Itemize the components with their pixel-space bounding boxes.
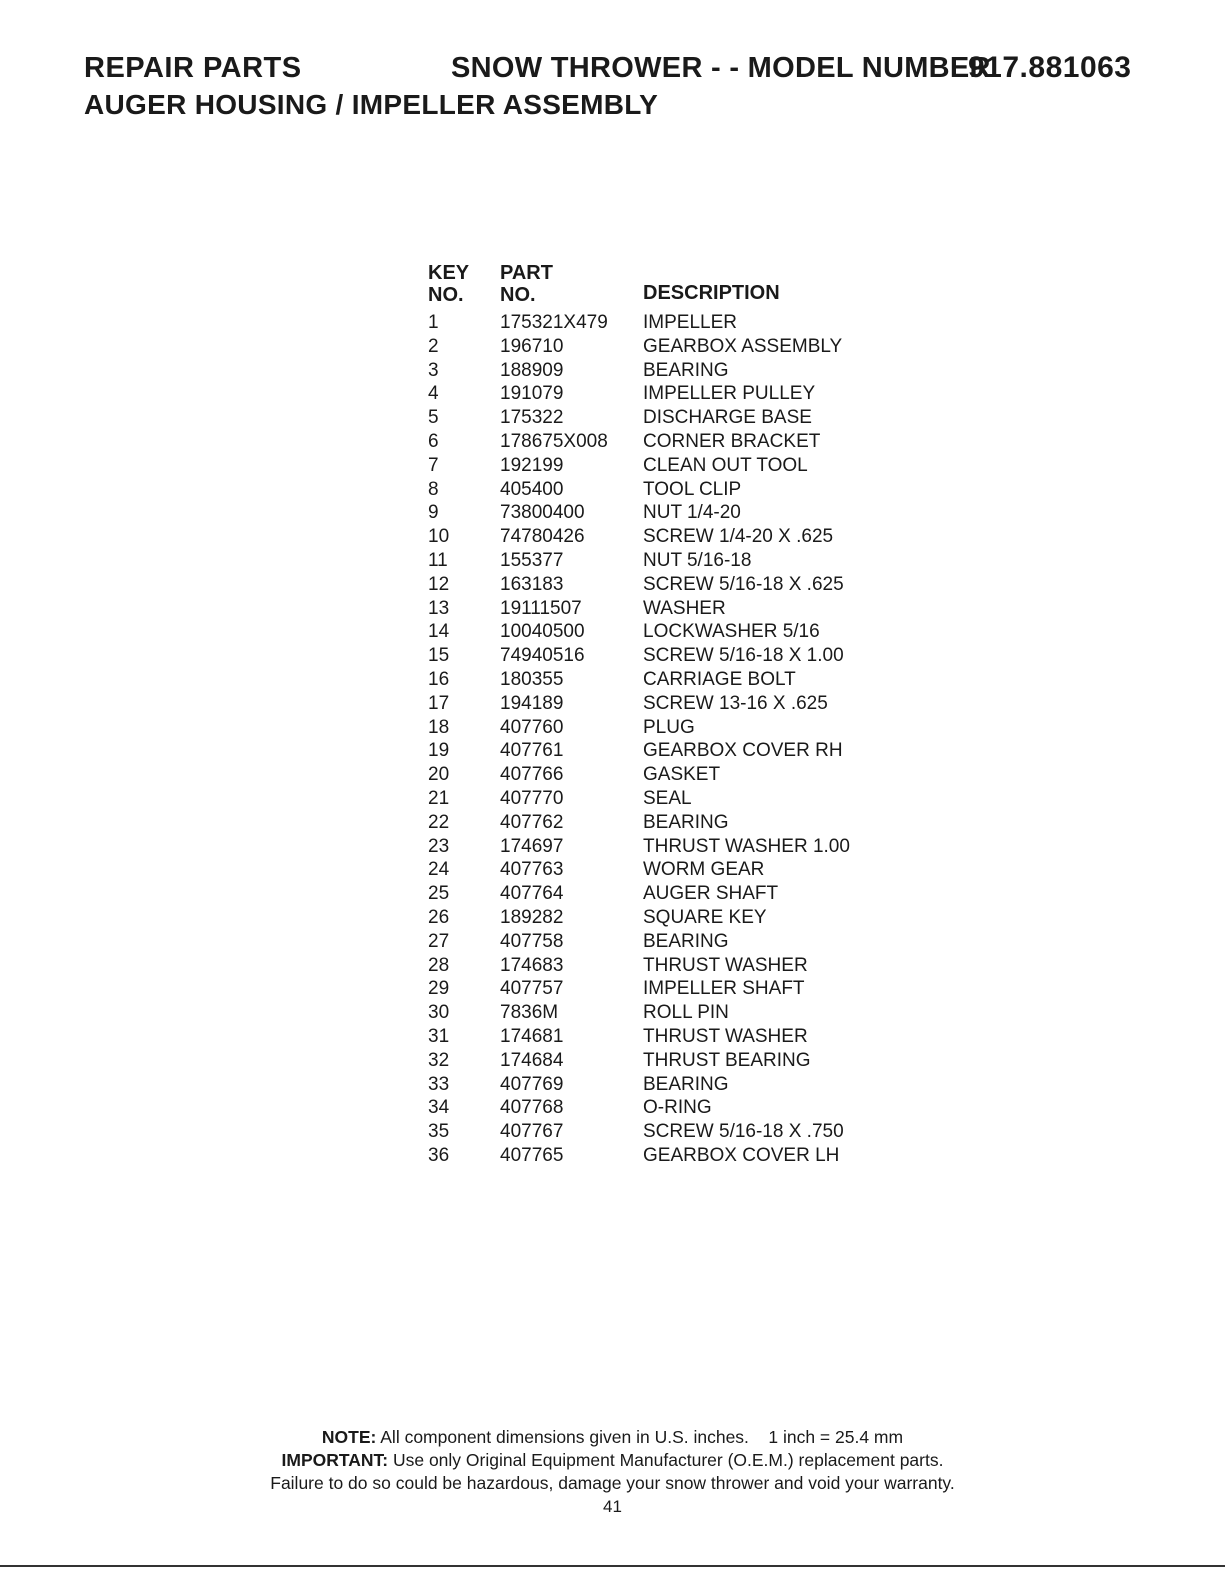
key-cell: 9	[428, 502, 439, 524]
part-number-cell: 74780426	[500, 526, 585, 548]
key-cell: 7	[428, 454, 439, 476]
key-cell: 8	[428, 478, 439, 500]
table-row	[428, 501, 948, 525]
table-row	[428, 478, 948, 502]
part-number-cell: 188909	[500, 359, 564, 381]
part-number-cell: 407761	[500, 740, 564, 762]
key-cell: 29	[428, 978, 450, 1000]
page-number: 41	[603, 1497, 622, 1516]
part-number-cell: 175321X479	[500, 312, 608, 333]
part-header-line2: NO.	[500, 284, 536, 306]
description-cell: SQUARE KEY	[643, 906, 767, 928]
description-cell: SCREW 1/4-20 X .625	[643, 526, 834, 548]
note-text: All component dimensions given in U.S. inches. 1 inch = 25.4 mm	[376, 1427, 904, 1447]
key-cell: 35	[428, 1121, 450, 1143]
part-header-line1: PART	[500, 262, 553, 284]
key-cell: 25	[428, 883, 450, 905]
part-number-cell: 407757	[500, 978, 564, 1000]
table-row	[428, 359, 948, 383]
part-number-cell: 407768	[500, 1097, 564, 1119]
description-cell: SCREW 13-16 X .625	[643, 692, 828, 714]
assembly-title: AUGER HOUSING / IMPELLER ASSEMBLY	[84, 89, 659, 120]
description-cell: SCREW 5/16-18 X .625	[643, 573, 844, 595]
part-number-cell: 405400	[500, 478, 564, 500]
important-label: IMPORTANT:	[281, 1450, 389, 1470]
page-header	[0, 0, 1225, 130]
key-cell: 28	[428, 954, 450, 976]
description-cell: THRUST WASHER 1.00	[643, 835, 850, 857]
part-number-cell: 73800400	[500, 502, 585, 524]
description-cell: LOCKWASHER 5/16	[643, 621, 820, 643]
key-cell: 10	[428, 526, 450, 548]
description-cell: GEARBOX ASSEMBLY	[643, 335, 843, 357]
table-row	[428, 597, 948, 621]
part-number-cell: 174684	[500, 1049, 564, 1071]
key-cell: 33	[428, 1073, 450, 1095]
description-cell: THRUST WASHER	[643, 954, 808, 976]
description-cell: GASKET	[643, 764, 721, 786]
part-number-cell: 407763	[500, 859, 564, 881]
description-cell: CARRIAGE BOLT	[643, 668, 796, 690]
table-row	[428, 930, 948, 954]
key-cell: 21	[428, 787, 450, 809]
parts-rows	[428, 311, 948, 1168]
description-cell: IMPELLER PULLEY	[643, 383, 816, 405]
key-cell: 11	[428, 549, 448, 571]
page-footer	[0, 1426, 1225, 1495]
table-row	[428, 1120, 948, 1144]
key-cell: 13	[428, 597, 450, 619]
part-number-cell: 7836M	[500, 1002, 559, 1024]
part-number-cell: 155377	[500, 549, 564, 571]
key-cell: 18	[428, 716, 450, 738]
part-number-cell: 407760	[500, 716, 564, 738]
part-number-cell: 174683	[500, 954, 564, 976]
part-number-cell: 191079	[500, 383, 564, 405]
description-cell: WASHER	[643, 597, 726, 619]
important-text: Use only Original Equipment Manufacturer (O.E.M.) replacement parts.	[388, 1450, 944, 1470]
description-cell: BEARING	[643, 930, 729, 952]
description-cell: O-RING	[643, 1097, 712, 1119]
part-number-cell: 194189	[500, 692, 564, 714]
part-number-cell: 407770	[500, 787, 564, 809]
table-row	[428, 882, 948, 906]
part-number-cell: 196710	[500, 335, 564, 357]
table-row	[428, 954, 948, 978]
part-number-cell: 407764	[500, 883, 564, 905]
key-cell: 24	[428, 859, 450, 881]
key-cell: 12	[428, 573, 450, 595]
table-row	[428, 549, 948, 573]
description-cell: AUGER SHAFT	[643, 883, 779, 905]
part-number-cell: 180355	[500, 668, 564, 690]
key-cell: 31	[428, 1025, 450, 1047]
key-header-line2: NO.	[428, 284, 464, 306]
description-cell: IMPELLER SHAFT	[643, 978, 805, 1000]
table-row	[428, 382, 948, 406]
table-row	[428, 906, 948, 930]
key-cell: 36	[428, 1144, 450, 1166]
key-cell: 5	[428, 407, 439, 429]
table-row	[428, 1025, 948, 1049]
section-title: REPAIR PARTS	[84, 52, 302, 84]
table-row	[428, 668, 948, 692]
part-number-cell: 192199	[500, 454, 564, 476]
key-cell: 1	[428, 312, 439, 333]
part-number-cell: 178675X008	[500, 430, 608, 452]
part-number-cell: 407758	[500, 930, 564, 952]
key-no-header	[428, 262, 469, 306]
table-row	[428, 406, 948, 430]
important-line	[0, 1449, 1225, 1472]
description-header: DESCRIPTION	[643, 282, 780, 304]
table-row	[428, 692, 948, 716]
description-cell: IMPELLER	[643, 312, 737, 333]
part-number-cell: 189282	[500, 906, 564, 928]
part-number-cell: 163183	[500, 573, 564, 595]
table-row	[428, 1144, 948, 1168]
description-cell: SCREW 5/16-18 X 1.00	[643, 645, 844, 667]
description-cell: CORNER BRACKET	[643, 430, 821, 452]
description-cell: BEARING	[643, 359, 729, 381]
description-cell: NUT 1/4-20	[643, 502, 741, 524]
part-number-cell: 19111507	[500, 597, 582, 619]
table-row	[428, 620, 948, 644]
table-row	[428, 644, 948, 668]
key-cell: 4	[428, 383, 439, 405]
bottom-rule	[0, 1565, 1225, 1567]
table-row	[428, 335, 948, 359]
table-row	[428, 739, 948, 763]
key-cell: 30	[428, 1002, 450, 1024]
description-cell: BEARING	[643, 811, 729, 833]
table-row	[428, 311, 948, 335]
table-row	[428, 1049, 948, 1073]
model-number: 917.881063	[968, 51, 1132, 84]
description-cell: THRUST WASHER	[643, 1025, 808, 1047]
part-no-header	[500, 262, 553, 306]
part-number-cell: 10040500	[500, 621, 585, 643]
warning-text: Failure to do so could be hazardous, damage your snow thrower and void your warranty.	[270, 1473, 955, 1493]
part-number-cell: 407765	[500, 1144, 564, 1166]
description-cell: THRUST BEARING	[643, 1049, 811, 1071]
description-cell: GEARBOX COVER LH	[643, 1144, 840, 1166]
key-cell: 16	[428, 668, 450, 690]
table-row	[428, 525, 948, 549]
key-cell: 14	[428, 621, 450, 643]
part-number-cell: 407767	[500, 1121, 564, 1143]
note-line	[0, 1426, 1225, 1449]
table-row	[428, 763, 948, 787]
key-cell: 15	[428, 645, 450, 667]
key-cell: 2	[428, 335, 439, 357]
key-cell: 17	[428, 692, 450, 714]
table-row	[428, 430, 948, 454]
table-row	[428, 858, 948, 882]
description-cell: ROLL PIN	[643, 1002, 729, 1024]
table-row	[428, 454, 948, 478]
table-row	[428, 835, 948, 859]
part-number-cell: 407769	[500, 1073, 564, 1095]
description-cell: BEARING	[643, 1073, 729, 1095]
note-label: NOTE:	[321, 1427, 377, 1447]
table-row	[428, 573, 948, 597]
table-row	[428, 811, 948, 835]
key-cell: 22	[428, 811, 450, 833]
part-number-cell: 74940516	[500, 645, 585, 667]
description-cell: GEARBOX COVER RH	[643, 740, 843, 762]
part-number-cell: 174697	[500, 835, 564, 857]
table-row	[428, 787, 948, 811]
description-cell: TOOL CLIP	[643, 478, 742, 500]
description-cell: PLUG	[643, 716, 695, 738]
key-cell: 26	[428, 906, 450, 928]
part-number-cell: 407766	[500, 764, 564, 786]
description-cell: CLEAN OUT TOOL	[643, 454, 808, 476]
part-number-cell: 407762	[500, 811, 564, 833]
key-cell: 3	[428, 359, 439, 381]
table-row	[428, 1096, 948, 1120]
key-cell: 32	[428, 1049, 450, 1071]
description-cell: DISCHARGE BASE	[643, 407, 812, 429]
key-header-line1: KEY	[428, 262, 470, 284]
key-cell: 6	[428, 430, 439, 452]
table-row	[428, 1001, 948, 1025]
key-cell: 27	[428, 930, 450, 952]
table-row	[428, 716, 948, 740]
key-cell: 19	[428, 740, 450, 762]
product-title: SNOW THROWER - - MODEL NUMBER	[451, 52, 991, 84]
description-cell: WORM GEAR	[643, 859, 765, 881]
table-row	[428, 1073, 948, 1097]
part-number-cell: 175322	[500, 407, 564, 429]
description-cell: NUT 5/16-18	[643, 549, 752, 571]
key-cell: 23	[428, 835, 450, 857]
key-cell: 34	[428, 1097, 450, 1119]
description-cell: SEAL	[643, 787, 692, 809]
description-cell: SCREW 5/16-18 X .750	[643, 1121, 844, 1143]
part-number-cell: 174681	[500, 1025, 564, 1047]
table-row	[428, 977, 948, 1001]
key-cell: 20	[428, 764, 450, 786]
